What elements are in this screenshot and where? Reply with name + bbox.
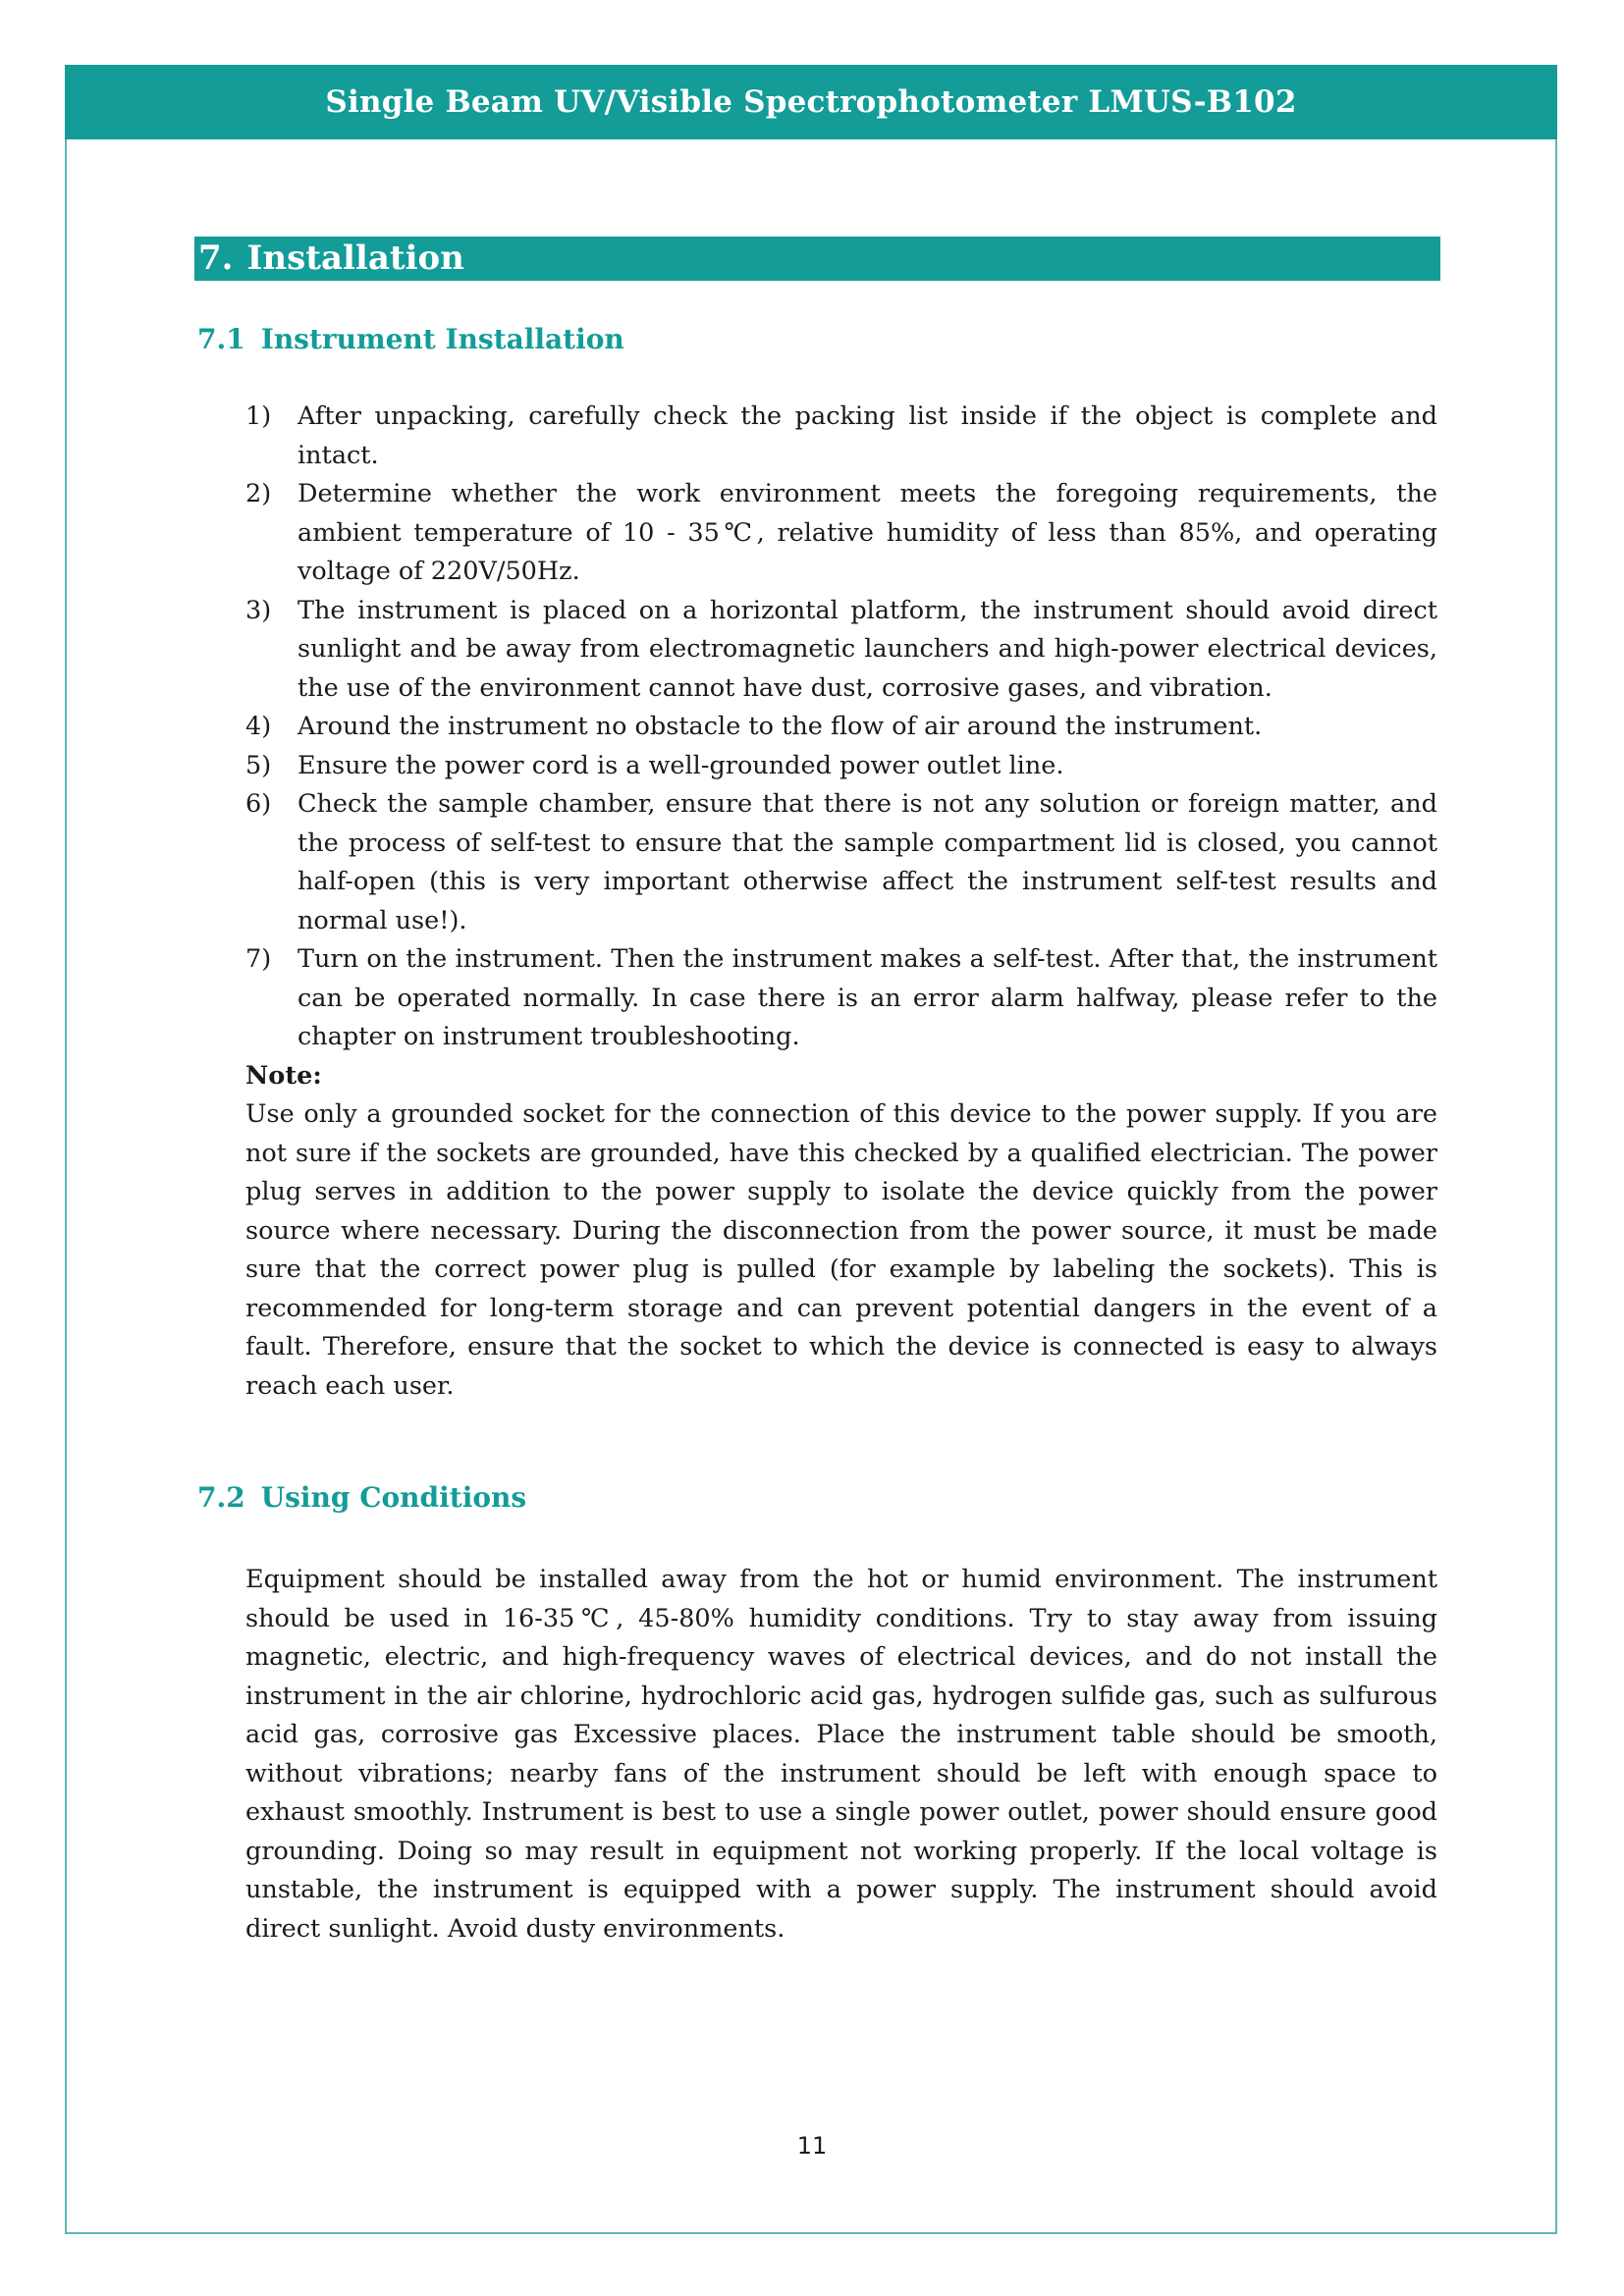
document-title: Single Beam UV/Visible Spectrophotometer LMUS-B102 xyxy=(325,84,1297,120)
list-item xyxy=(245,398,1437,475)
section-number: 7. xyxy=(198,239,234,278)
subsection-number: 7.1 xyxy=(197,323,245,355)
list-item xyxy=(245,708,1437,747)
list-marker: 7) xyxy=(245,944,272,974)
list-marker: 5) xyxy=(245,750,272,780)
list-item-text: After unpacking, carefully check the packing list inside if the object is complete and intact. xyxy=(298,401,1437,470)
list-item xyxy=(245,940,1437,1057)
list-item-text: Around the instrument no obstacle to the flow of air around the instrument. xyxy=(298,712,1263,741)
subsection-title: Instrument Installation xyxy=(260,323,624,355)
list-marker: 3) xyxy=(245,595,272,625)
using-conditions-text: Equipment should be installed away from the hot or humid environment. The instrument should be used in 16-35℃, 45-80% humidity conditions. Try to stay away from issuing magnetic, electric, and high-frequency waves of electrical devices, and do not install the instrument in the air chlorine, hydrochloric acid gas, hydrogen sulfide gas, such as sulfurous acid gas, corrosive gas Excessive places. Place the instrument table should be smooth, without vibrations; nearby fans of the instrument should be left with enough space to exhaust smoothly. Instrument is best to use a single power outlet, power should ensure good grounding. Doing so may result in equipment not working properly. If the local voltage is unstable, the instrument is equipped with a power supply. The instrument should avoid direct sunlight. Avoid dusty environments. xyxy=(245,1565,1437,1944)
section-title: Installation xyxy=(246,239,464,278)
installation-steps-list xyxy=(245,398,1437,1057)
list-marker: 2) xyxy=(245,479,272,508)
list-item xyxy=(245,747,1437,786)
document-header xyxy=(65,65,1557,139)
list-marker: 4) xyxy=(245,712,272,741)
subsection-heading-using-conditions xyxy=(197,1480,526,1516)
installation-content xyxy=(245,398,1437,1406)
list-marker: 6) xyxy=(245,789,272,819)
subsection-title: Using Conditions xyxy=(260,1481,527,1514)
list-item-text: The instrument is placed on a horizontal platform, the instrument should avoid direct sunlight and be away from electromagnetic launchers and high-power electrical devices, the use of the environment cannot have dust, corrosive gases, and vibration. xyxy=(298,595,1437,703)
list-item xyxy=(245,592,1437,709)
note-text: Use only a grounded socket for the connection of this device to the power supply. If you are not sure if the sockets are grounded, have this checked by a qualified electrician. The power plug serves in addition to the power supply to isolate the device quickly from the power source where necessary. During the disconnection from the power source, it must be made sure that the correct power plug is pulled (for example by labeling the sockets). This is recommended for long-term storage and can prevent potential dangers in the event of a fault. Therefore, ensure that the socket to which the device is connected is easy to always reach each user. xyxy=(245,1099,1437,1401)
section-heading xyxy=(194,237,1440,281)
list-item-text: Check the sample chamber, ensure that there is not any solution or foreign matter, and the process of self-test to ensure that the sample compartment lid is closed, you cannot half-open (this is very important otherwise affect the instrument self-test results and normal use!). xyxy=(298,789,1437,935)
list-item xyxy=(245,475,1437,592)
list-item-text: Turn on the instrument. Then the instrument makes a self-test. After that, the instrument can be operated normally. In case there is an error alarm halfway, please refer to the chapter on instrument troubleshooting. xyxy=(298,944,1437,1051)
note-label: Note: xyxy=(245,1060,322,1091)
list-item-text: Determine whether the work environment meets the foregoing requirements, the ambient temperature of 10 - 35℃, relative humidity of less than 85%, and operating voltage of 220V/50Hz. xyxy=(298,479,1437,586)
subsection-heading-instrument-installation xyxy=(197,322,624,357)
list-marker: 1) xyxy=(245,401,272,431)
page-number: 11 xyxy=(796,2132,828,2160)
using-conditions-content xyxy=(245,1561,1437,1949)
list-item xyxy=(245,785,1437,940)
list-item-text: Ensure the power cord is a well-grounded power outlet line. xyxy=(298,750,1064,780)
subsection-number: 7.2 xyxy=(197,1481,245,1514)
